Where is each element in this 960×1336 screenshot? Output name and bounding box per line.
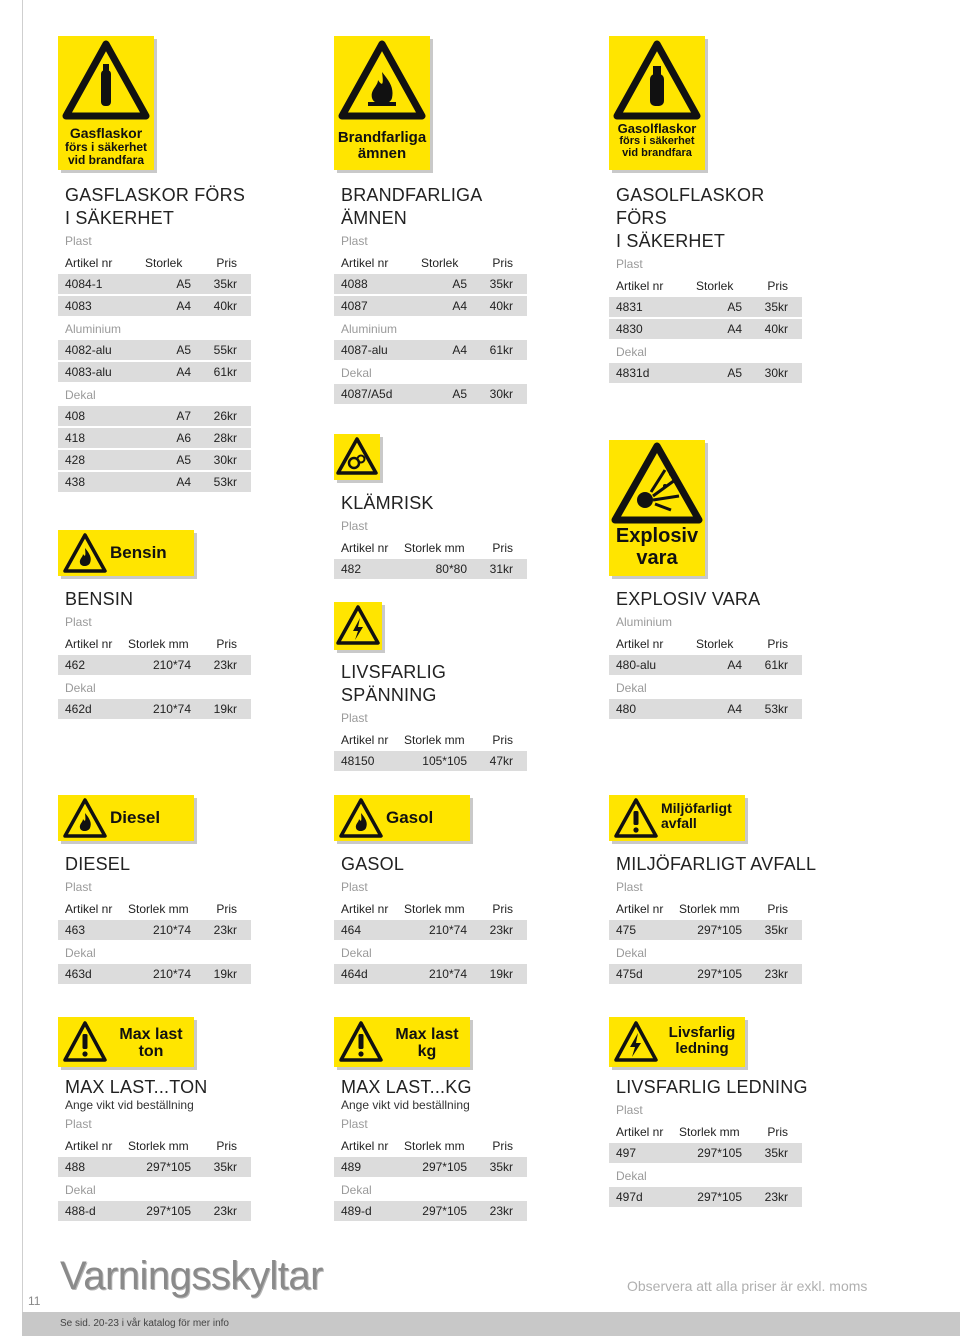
table-cell: A4 [452, 343, 467, 357]
table-cell: 4087 [341, 299, 368, 313]
table-cell: 40kr [764, 322, 788, 336]
product-miljo [609, 853, 817, 986]
sign-text-line2: förs i säkerhet [619, 135, 695, 148]
table-header [58, 633, 251, 655]
table-cell: 489 [341, 1160, 362, 1174]
table-row [58, 472, 251, 492]
table-cell: 463d [65, 967, 92, 981]
table-row [334, 559, 527, 579]
table-cell: 55kr [213, 343, 237, 357]
table-cell: A4 [176, 365, 191, 379]
table-header [334, 729, 527, 751]
table-cell: 61kr [764, 658, 788, 672]
material-label: Aluminium [65, 322, 122, 336]
table-header [334, 537, 527, 559]
table-cell: Artikel nr [341, 902, 389, 916]
table-cell: A6 [176, 431, 191, 445]
table-cell: 428 [65, 453, 86, 467]
table-cell: Storlek mm [404, 1139, 465, 1153]
table-header [609, 275, 802, 297]
product-gasflaskor [58, 184, 251, 494]
sign-brandfarliga [334, 36, 430, 170]
sign-text-line2: ton [138, 1043, 164, 1061]
product-title [609, 184, 802, 253]
table-cell: 80*80 [435, 562, 467, 576]
table-cell: 26kr [213, 409, 237, 423]
table-cell: 31kr [489, 562, 513, 576]
product-title [58, 184, 251, 230]
table-cell: 210*74 [152, 967, 191, 981]
material-label: Dekal [65, 681, 96, 695]
table-header [609, 633, 802, 655]
table-cell: Artikel nr [616, 902, 664, 916]
sign-text-line2: förs i säkerhet [64, 140, 148, 155]
table-row [609, 1187, 802, 1207]
table-cell: A5 [727, 366, 742, 380]
sign-bensin [58, 530, 194, 576]
table-header [58, 252, 251, 274]
table-cell: 4082-alu [65, 343, 112, 357]
table-cell: 297*105 [146, 1204, 191, 1218]
product-subtitle: Ange vikt vid beställning [341, 1098, 470, 1112]
product-max-last-ton [58, 1076, 251, 1223]
table-cell: 47kr [489, 754, 513, 768]
sign-text-line2: avfall [661, 815, 697, 832]
table-header [609, 898, 802, 920]
table-cell: 35kr [764, 923, 788, 937]
material-label: Plast [341, 711, 368, 725]
table-cell: A4 [727, 322, 742, 336]
product-subtitle: Ange vikt vid beställning [65, 1098, 194, 1112]
table-cell: Storlek mm [679, 1125, 740, 1139]
sign-explosiv [609, 440, 705, 576]
table-cell: Pris [492, 256, 513, 270]
table-header [609, 1121, 802, 1143]
table-cell: Pris [216, 902, 237, 916]
product-max-last-kg [334, 1076, 527, 1223]
table-cell: 4083 [65, 299, 92, 313]
table-cell: 497 [616, 1146, 637, 1160]
material-label: Plast [616, 880, 643, 894]
table-cell: 4830 [616, 322, 643, 336]
sign-text-line3: vid brandfara [622, 146, 692, 159]
table-row [609, 920, 802, 940]
product-title: LIVSFARLIG LEDNING [616, 1077, 808, 1097]
product-title [334, 661, 527, 707]
table-cell: 35kr [489, 1160, 513, 1174]
title-line2: I SÄKERHET [616, 231, 726, 251]
table-row [609, 964, 802, 984]
table-cell: 408 [65, 409, 86, 423]
material-label: Plast [341, 234, 368, 248]
table-cell: Artikel nr [341, 541, 389, 555]
table-cell: 48150 [341, 754, 375, 768]
title-line2: ÄMNEN [341, 208, 408, 228]
material-label: Dekal [616, 1169, 647, 1183]
table-row [58, 406, 251, 426]
warning-triangle-explosion-icon [609, 440, 705, 528]
table-cell: 30kr [489, 387, 513, 401]
col-artikel: Artikel nr [65, 256, 113, 270]
table-cell: 297*105 [697, 923, 742, 937]
table-row [58, 450, 251, 470]
sign-klamrisk [334, 434, 380, 480]
warning-triangle-lightning-icon [611, 1018, 661, 1066]
table-cell: 30kr [213, 453, 237, 467]
table-cell: Pris [492, 1139, 513, 1153]
price-note: Observera att alla priser är exkl. moms [627, 1278, 868, 1294]
sign-text-line3: vid brandfara [67, 153, 145, 168]
table-cell: A4 [176, 299, 191, 313]
warning-triangle-flame-icon [60, 795, 110, 841]
table-cell: 19kr [213, 967, 237, 981]
sign-text-line2: ledning [675, 1040, 729, 1058]
product-title [334, 184, 527, 230]
table-cell: 23kr [764, 967, 788, 981]
table-cell: 462 [65, 658, 86, 672]
table-header [334, 898, 527, 920]
table-cell: 482 [341, 562, 362, 576]
page-number: 11 [28, 1294, 41, 1308]
table-cell: 4083-alu [65, 365, 112, 379]
material-label: Dekal [65, 946, 96, 960]
table-cell: Pris [767, 1125, 788, 1139]
table-cell: Pris [767, 279, 788, 293]
product-gasolflaskor [609, 184, 802, 385]
sign-gasolflaskor [609, 36, 705, 170]
table-cell: Artikel nr [341, 1139, 389, 1153]
table-row [334, 1157, 527, 1177]
table-cell: A5 [452, 277, 467, 291]
table-cell: 418 [65, 431, 86, 445]
col-pris: Pris [216, 256, 237, 270]
sign-text-line1: Miljöfarligt [661, 800, 732, 816]
table-header [334, 252, 527, 274]
table-cell: A5 [176, 453, 191, 467]
table-cell: 210*74 [428, 967, 467, 981]
sign-text: Gasol [386, 808, 434, 827]
table-cell: 53kr [213, 475, 237, 489]
table-cell: Storlek mm [128, 1139, 189, 1153]
product-title: GASOL [341, 854, 405, 874]
table-cell: 40kr [489, 299, 513, 313]
table-cell: 35kr [213, 1160, 237, 1174]
table-row [58, 296, 251, 316]
material-label: Dekal [616, 345, 647, 359]
material-label: Plast [341, 880, 368, 894]
table-cell: 61kr [489, 343, 513, 357]
sign-text-line1: Brandfarliga [337, 129, 427, 146]
table-cell: 4831 [616, 300, 643, 314]
table-cell: 210*74 [152, 923, 191, 937]
table-cell: 475d [616, 967, 643, 981]
product-title: KLÄMRISK [341, 493, 434, 513]
table-row [58, 964, 251, 984]
sign-text-line1: Explosiv [615, 525, 699, 547]
table-cell: Storlek mm [128, 902, 189, 916]
sign-text: Bensin [110, 543, 167, 562]
table-row [609, 363, 802, 383]
table-cell: 4084-1 [65, 277, 103, 291]
table-cell: 23kr [213, 923, 237, 937]
material-label: Plast [616, 257, 643, 271]
table-row [58, 362, 251, 382]
table-cell: Artikel nr [341, 733, 389, 747]
table-header [334, 1135, 527, 1157]
table-row [334, 340, 527, 360]
table-row [609, 699, 802, 719]
table-cell: Storlek mm [679, 902, 740, 916]
table-cell: 488-d [65, 1204, 96, 1218]
table-row [58, 1201, 251, 1221]
table-row [609, 297, 802, 317]
table-cell: 61kr [213, 365, 237, 379]
table-cell: 210*74 [428, 923, 467, 937]
product-title: MILJÖFARLIGT AVFALL [616, 854, 817, 874]
table-row [58, 428, 251, 448]
table-cell: 297*105 [697, 1190, 742, 1204]
table-cell: 462d [65, 702, 92, 716]
table-cell: 480 [616, 702, 637, 716]
table-cell: 475 [616, 923, 637, 937]
table-row [58, 340, 251, 360]
title-line2: I SÄKERHET [65, 208, 175, 228]
table-cell: 497d [616, 1190, 643, 1204]
material-label: Dekal [65, 1183, 96, 1197]
sign-text-line1: Gasflaskor [69, 125, 143, 141]
table-cell: Artikel nr [341, 256, 389, 270]
sign-livsfarlig-ledning [609, 1017, 745, 1067]
title-line1: BRANDFARLIGA [341, 185, 483, 205]
title-line1: LIVSFARLIG [341, 662, 447, 682]
catalog-reference: Se sid. 20-23 i vår katalog för mer info [60, 1318, 229, 1329]
product-livsfarlig-spanning [334, 661, 527, 773]
table-cell: Artikel nr [616, 279, 664, 293]
product-title: BENSIN [65, 589, 134, 609]
col-storlek: Storlek [145, 256, 183, 270]
table-cell: Artikel nr [65, 902, 113, 916]
table-header [58, 898, 251, 920]
table-cell: Artikel nr [65, 637, 113, 651]
sign-text-line1: Max last [395, 1026, 459, 1043]
product-title: MAX LAST...KG [341, 1077, 472, 1097]
table-cell: 23kr [489, 1204, 513, 1218]
table-cell: 464 [341, 923, 362, 937]
sign-diesel [58, 795, 194, 841]
sign-livsfarlig-spanning [334, 602, 382, 650]
material-label: Aluminium [616, 615, 673, 629]
table-cell: A7 [176, 409, 191, 423]
table-cell: 438 [65, 475, 86, 489]
table-cell: 489-d [341, 1204, 372, 1218]
warning-triangle-exclamation-icon [60, 1018, 110, 1066]
warning-triangle-flame-icon [336, 795, 386, 841]
table-cell: 35kr [489, 277, 513, 291]
table-cell: 464d [341, 967, 368, 981]
table-cell: Pris [216, 1139, 237, 1153]
table-row [334, 1201, 527, 1221]
warning-triangle-exclamation-icon [611, 795, 661, 841]
table-cell: 28kr [213, 431, 237, 445]
table-cell: Storlek mm [404, 902, 465, 916]
table-cell: 30kr [764, 366, 788, 380]
product-gasol [334, 853, 527, 986]
table-cell: 297*105 [146, 1160, 191, 1174]
sign-text-line1: Max last [119, 1026, 183, 1043]
table-cell: 35kr [764, 1146, 788, 1160]
material-label: Dekal [341, 946, 372, 960]
table-cell: 4831d [616, 366, 650, 380]
table-cell: A4 [727, 658, 742, 672]
product-title: MAX LAST...TON [65, 1077, 208, 1097]
table-cell: 297*105 [697, 967, 742, 981]
table-cell: A5 [452, 387, 467, 401]
material-label: Plast [65, 880, 92, 894]
sign-text-line1: Gasolflaskor [617, 121, 697, 136]
warning-triangle-gas-cylinder-icon [609, 36, 705, 126]
material-label: Dekal [616, 946, 647, 960]
table-cell: 4087/A5d [341, 387, 393, 401]
sign-miljo [609, 795, 745, 841]
product-livsfarlig-ledning [609, 1076, 808, 1209]
table-cell: 23kr [489, 923, 513, 937]
table-cell: Pris [492, 902, 513, 916]
table-cell: A5 [176, 343, 191, 357]
table-row [334, 920, 527, 940]
sign-text-line2: ämnen [357, 145, 407, 163]
table-row [58, 1157, 251, 1177]
material-label: Plast [65, 234, 92, 248]
table-cell: 23kr [764, 1190, 788, 1204]
table-row [334, 384, 527, 404]
table-cell: Storlek [696, 637, 734, 651]
table-cell: 105*105 [422, 754, 467, 768]
material-label: Aluminium [341, 322, 398, 336]
table-cell: A4 [452, 299, 467, 313]
table-cell: Storlek mm [404, 733, 465, 747]
table-cell: Pris [767, 902, 788, 916]
sign-gasflaskor [58, 36, 154, 170]
table-cell: A4 [176, 475, 191, 489]
table-cell: Pris [767, 637, 788, 651]
table-row [609, 655, 802, 675]
product-title: EXPLOSIV VARA [616, 589, 761, 609]
table-cell: Pris [492, 541, 513, 555]
table-cell: 19kr [213, 702, 237, 716]
table-row [334, 296, 527, 316]
table-cell: 23kr [213, 658, 237, 672]
warning-triangle-lightning-icon [334, 602, 382, 650]
table-row [334, 274, 527, 294]
material-label: Plast [65, 1117, 92, 1131]
table-cell: 19kr [489, 967, 513, 981]
table-row [58, 699, 251, 719]
table-row [609, 319, 802, 339]
warning-triangle-flame-icon [60, 530, 110, 576]
table-cell: Storlek [696, 279, 734, 293]
material-label: Plast [616, 1103, 643, 1117]
table-cell: 480-alu [616, 658, 657, 672]
table-cell: 463 [65, 923, 86, 937]
table-cell: 210*74 [152, 658, 191, 672]
table-cell: Artikel nr [616, 637, 664, 651]
table-row [58, 655, 251, 675]
warning-triangle-exclamation-icon [336, 1018, 386, 1066]
table-header [58, 1135, 251, 1157]
product-title: DIESEL [65, 854, 131, 874]
sign-text-line2: kg [417, 1043, 437, 1061]
material-label: Plast [65, 615, 92, 629]
table-cell: 297*105 [422, 1204, 467, 1218]
sign-text: Diesel [110, 808, 161, 827]
sign-max-last-ton [58, 1017, 194, 1067]
product-bensin [58, 588, 251, 721]
sign-gasol [334, 795, 470, 841]
warning-triangle-flame-icon [334, 36, 430, 126]
table-row [58, 920, 251, 940]
title-line1: GASFLASKOR FÖRS [65, 185, 246, 205]
product-klamrisk [334, 492, 527, 581]
table-cell: Artikel nr [65, 1139, 113, 1153]
material-label: Plast [341, 1117, 368, 1131]
table-row [334, 964, 527, 984]
table-cell: 35kr [213, 277, 237, 291]
table-cell: A5 [727, 300, 742, 314]
table-cell: Storlek mm [404, 541, 465, 555]
table-cell: Storlek mm [128, 637, 189, 651]
product-diesel [58, 853, 251, 986]
footer-title: Varningsskyltar [60, 1254, 323, 1298]
table-cell: 297*105 [422, 1160, 467, 1174]
table-row [609, 1143, 802, 1163]
table-cell: 4088 [341, 277, 368, 291]
margin-rule [22, 0, 23, 1312]
product-brandfarliga [334, 184, 527, 406]
sign-max-last-kg [334, 1017, 470, 1067]
warning-triangle-gear-icon [334, 434, 380, 480]
material-label: Dekal [616, 681, 647, 695]
table-cell: 35kr [764, 300, 788, 314]
table-cell: Storlek [421, 256, 459, 270]
table-cell: 23kr [213, 1204, 237, 1218]
material-label: Dekal [65, 388, 96, 402]
product-explosiv [609, 588, 802, 721]
table-cell: A4 [727, 702, 742, 716]
title-line1: GASOLFLASKOR FÖRS [616, 185, 765, 228]
table-cell: 53kr [764, 702, 788, 716]
table-cell: 210*74 [152, 702, 191, 716]
table-cell: 40kr [213, 299, 237, 313]
table-row [334, 751, 527, 771]
table-cell: 488 [65, 1160, 86, 1174]
table-row [58, 274, 251, 294]
material-label: Dekal [341, 366, 372, 380]
warning-triangle-gas-cylinder-icon [58, 36, 154, 126]
sign-text-line2: vara [636, 546, 678, 569]
table-cell: Pris [492, 733, 513, 747]
table-cell: 297*105 [697, 1146, 742, 1160]
material-label: Dekal [341, 1183, 372, 1197]
table-cell: A5 [176, 277, 191, 291]
material-label: Plast [341, 519, 368, 533]
title-line2: SPÄNNING [341, 685, 437, 705]
table-cell: Pris [216, 637, 237, 651]
table-cell: 4087-alu [341, 343, 388, 357]
sign-text-line1: Livsfarlig [668, 1024, 736, 1041]
table-cell: Artikel nr [616, 1125, 664, 1139]
